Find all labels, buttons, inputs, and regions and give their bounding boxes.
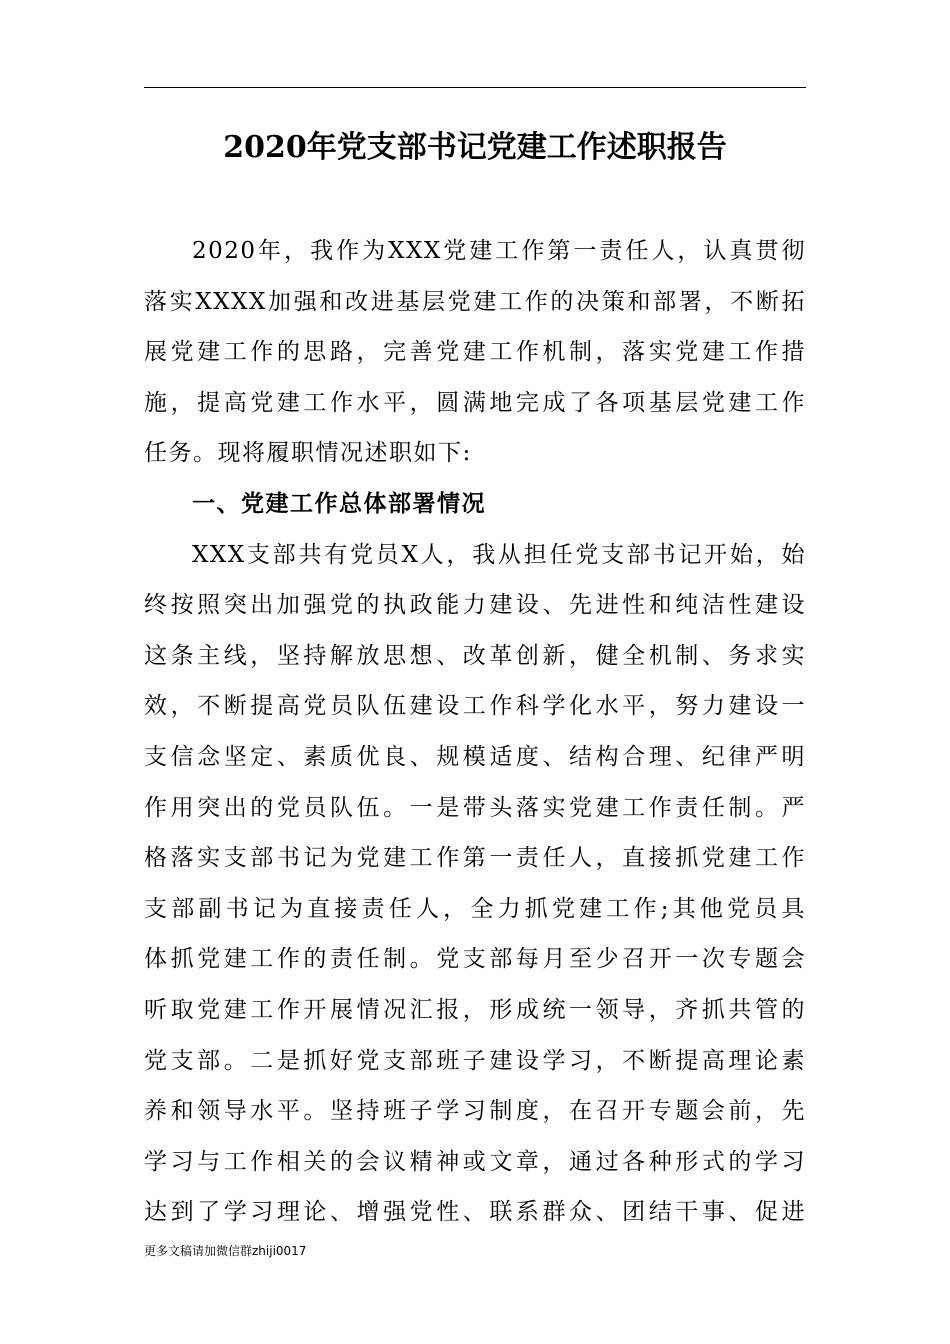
paragraph-line: 支部副书记为直接责任人，全力抓党建工作;其他党员具 — [144, 895, 806, 922]
paragraph-line: 格落实支部书记为党建工作第一责任人，直接抓党建工作 — [144, 845, 806, 872]
paragraph-line: 体抓党建工作的责任制。党支部每月至少召开一次专题会 — [144, 946, 806, 973]
header-rule — [144, 87, 806, 88]
document-body — [144, 226, 806, 1238]
section-heading: 一、党建工作总体部署情况 — [192, 489, 486, 517]
paragraph-line: 展党建工作的思路，完善党建工作机制，落实党建工作措 — [144, 339, 806, 366]
paragraph-line: 效，不断提高党员队伍建设工作科学化水平，努力建设一 — [144, 693, 806, 720]
paragraph-line: 支信念坚定、素质优良、规模适度、结构合理、纪律严明 — [144, 743, 806, 770]
paragraph-line: 党支部。二是抓好党支部班子建设学习，不断提高理论素 — [144, 1047, 806, 1074]
paragraph-line: 这条主线，坚持解放思想、改革创新，健全机制、务求实 — [144, 642, 806, 669]
document-title: 2020年党支部书记党建工作述职报告 — [223, 130, 727, 165]
paragraph-line: 落实XXXX加强和改进基层党建工作的决策和部署，不断拓 — [144, 288, 806, 315]
paragraph-line: XXX支部共有党员X人，我从担任党支部书记开始，始 — [192, 541, 806, 568]
paragraph-line: 作用突出的党员队伍。一是带头落实党建工作责任制。严 — [144, 794, 806, 821]
paragraph-line: 2020年，我作为XXX党建工作第一责任人，认真贯彻 — [192, 238, 806, 264]
paragraph-line: 养和领导水平。坚持班子学习制度，在召开专题会前，先 — [144, 1098, 806, 1125]
footer-note: 更多文稿请加微信群zhiji0017 — [144, 1244, 307, 1258]
paragraph-line: 终按照突出加强党的执政能力建设、先进性和纯洁性建设 — [144, 592, 806, 619]
paragraph-line: 达到了学习理论、增强党性、联系群众、团结干事、促进 — [144, 1199, 806, 1226]
paragraph-line: 学习与工作相关的会议精神或文章，通过各种形式的学习 — [144, 1148, 806, 1175]
paragraph-line: 施，提高党建工作水平，圆满地完成了各项基层党建工作 — [144, 389, 806, 416]
paragraph-line: 听取党建工作开展情况汇报，形成统一领导，齐抓共管的 — [144, 996, 806, 1023]
paragraph-line: 任务。现将履职情况述职如下: — [144, 440, 472, 467]
